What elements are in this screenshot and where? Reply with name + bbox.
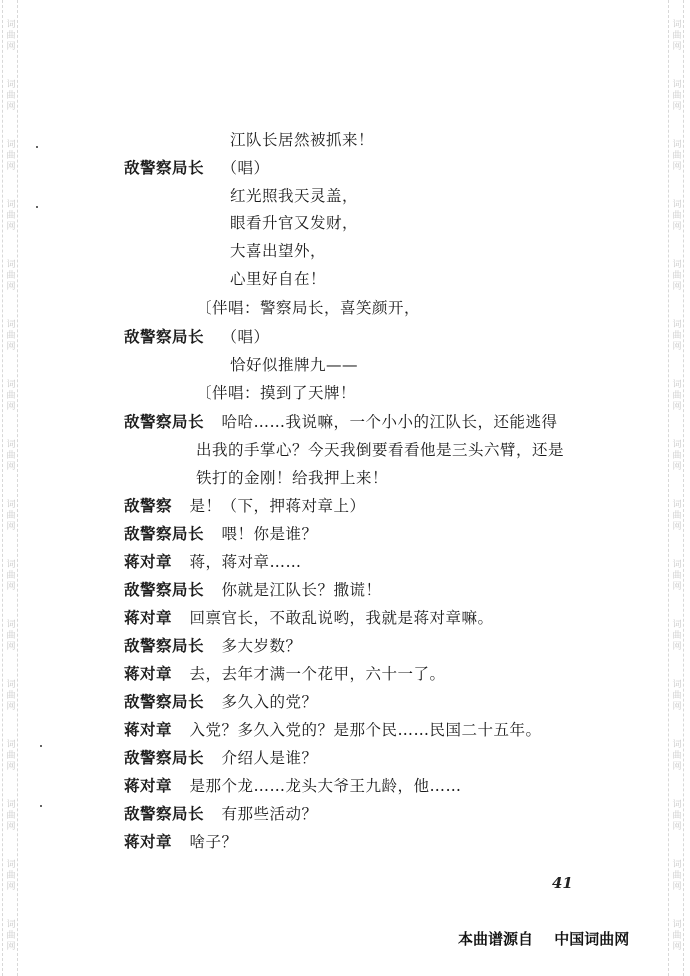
watermark-mark: 词曲网 [6, 320, 16, 352]
script-line [230, 186, 358, 206]
line-text: 出我的手掌心？今天我倒要看看他是三头六臂，还是 [196, 441, 565, 459]
script-line [124, 524, 317, 544]
watermark-mark: 词曲网 [6, 20, 16, 52]
scan-speck [40, 745, 42, 747]
script-line [196, 468, 388, 488]
script-line [124, 608, 493, 628]
speaker-name: 敌警察局长 [124, 327, 205, 346]
line-text: 多大岁数？ [221, 637, 302, 655]
watermark-mark: 词曲网 [6, 740, 16, 772]
script-line [124, 496, 365, 516]
script-line [124, 327, 269, 347]
watermark-mark: 词曲网 [672, 140, 682, 172]
line-text: 回禀官长，不敢乱说哟，我就是蒋对章嘛。 [189, 609, 494, 627]
watermark-mark: 词曲网 [6, 800, 16, 832]
line-text: 恰好似推牌九—— [230, 356, 359, 374]
watermark-mark: 词曲网 [6, 200, 16, 232]
script-line [124, 552, 301, 572]
line-text: 大喜出望外， [230, 242, 327, 260]
script-line [124, 664, 445, 684]
speaker-name: 蒋对章 [124, 776, 173, 795]
watermark-mark: 词曲网 [672, 260, 682, 292]
scan-speck [40, 805, 42, 807]
watermark-mark: 词曲网 [6, 620, 16, 652]
watermark-mark: 词曲网 [6, 380, 16, 412]
speaker-name: 敌警察局长 [124, 158, 205, 177]
script-line [124, 804, 317, 824]
script-line [124, 720, 541, 740]
script-line [124, 832, 237, 852]
watermark-mark: 词曲网 [672, 620, 682, 652]
line-text: 去，去年才满一个花甲，六十一了。 [189, 665, 446, 683]
watermark-mark: 词曲网 [672, 860, 682, 892]
watermark-mark: 词曲网 [6, 80, 16, 112]
speaker-name: 敌警察局长 [124, 804, 205, 823]
speaker-name: 敌警察 [124, 496, 173, 515]
watermark-strip-right [668, 0, 684, 976]
script-line [124, 692, 317, 712]
line-text: 江队长居然被抓来！ [230, 131, 375, 149]
line-text: 蒋，蒋对章…… [189, 553, 302, 571]
watermark-mark: 词曲网 [672, 920, 682, 952]
watermark-mark: 词曲网 [6, 560, 16, 592]
watermark-mark: 词曲网 [6, 920, 16, 952]
script-line [196, 298, 420, 318]
line-text: 介绍人是谁？ [221, 749, 318, 767]
watermark-mark: 词曲网 [6, 260, 16, 292]
watermark-mark: 词曲网 [6, 140, 16, 172]
line-text: 眼看升官又发财， [230, 214, 359, 232]
line-text: 入党？多久入党的？是那个民……民国二十五年。 [189, 721, 542, 739]
watermark-mark: 词曲网 [672, 680, 682, 712]
watermark-mark: 词曲网 [672, 80, 682, 112]
line-text: 你就是江队长？撒谎！ [221, 581, 382, 599]
watermark-mark: 词曲网 [672, 800, 682, 832]
script-line [124, 580, 381, 600]
line-text: 多久入的党？ [221, 693, 318, 711]
script-line [124, 776, 461, 796]
speaker-name: 蒋对章 [124, 720, 173, 739]
speaker-name: 敌警察局长 [124, 580, 205, 599]
watermark-mark: 词曲网 [672, 200, 682, 232]
line-text: 红光照我天灵盖， [230, 187, 359, 205]
script-line [230, 355, 358, 375]
line-text: 啥子？ [189, 833, 238, 851]
line-text: 喂！你是谁？ [221, 525, 318, 543]
watermark-mark: 词曲网 [672, 20, 682, 52]
source-credit [458, 928, 629, 949]
line-text: 铁打的金刚！给我押上来！ [196, 469, 389, 487]
line-text: 是！（下，押蒋对章上） [189, 497, 366, 515]
script-line [230, 213, 358, 233]
script-line [196, 383, 356, 403]
scan-speck [36, 146, 38, 148]
line-text: 〔伴唱：摸到了天牌！ [196, 384, 357, 402]
line-text: （唱） [221, 328, 270, 346]
scan-speck [36, 206, 38, 208]
speaker-name: 蒋对章 [124, 552, 173, 571]
page-number: 41 [552, 874, 573, 892]
script-line [124, 158, 269, 178]
watermark-mark: 词曲网 [6, 440, 16, 472]
watermark-mark: 词曲网 [6, 500, 16, 532]
speaker-name: 敌警察局长 [124, 524, 205, 543]
speaker-name: 蒋对章 [124, 664, 173, 683]
script-line [196, 440, 564, 460]
speaker-name: 敌警察局长 [124, 748, 205, 767]
line-text: 〔伴唱：警察局长，喜笑颜开， [196, 299, 421, 317]
speaker-name: 敌警察局长 [124, 636, 205, 655]
speaker-name: 敌警察局长 [124, 412, 205, 431]
script-line [230, 130, 374, 150]
speaker-name: 蒋对章 [124, 832, 173, 851]
watermark-mark: 词曲网 [672, 560, 682, 592]
source-site-link[interactable]: 中国词曲网 [554, 930, 630, 948]
script-line [230, 269, 326, 289]
line-text: （唱） [221, 159, 270, 177]
line-text: 有那些活动？ [221, 805, 318, 823]
script-line [124, 412, 557, 432]
watermark-mark: 词曲网 [672, 380, 682, 412]
watermark-mark: 词曲网 [672, 320, 682, 352]
script-line [124, 748, 317, 768]
watermark-mark: 词曲网 [6, 860, 16, 892]
line-text: 心里好自在！ [230, 270, 327, 288]
watermark-mark: 词曲网 [6, 680, 16, 712]
script-line [230, 241, 326, 261]
watermark-mark: 词曲网 [672, 740, 682, 772]
source-label: 本曲谱源自 [458, 930, 534, 948]
speaker-name: 敌警察局长 [124, 692, 205, 711]
watermark-mark: 词曲网 [672, 440, 682, 472]
watermark-strip-left [2, 0, 18, 976]
line-text: 是那个龙……龙头大爷王九龄，他…… [189, 777, 462, 795]
watermark-mark: 词曲网 [672, 500, 682, 532]
script-line [124, 636, 301, 656]
line-text: 哈哈……我说嘛，一个小小的江队长，还能逃得 [221, 413, 558, 431]
speaker-name: 蒋对章 [124, 608, 173, 627]
